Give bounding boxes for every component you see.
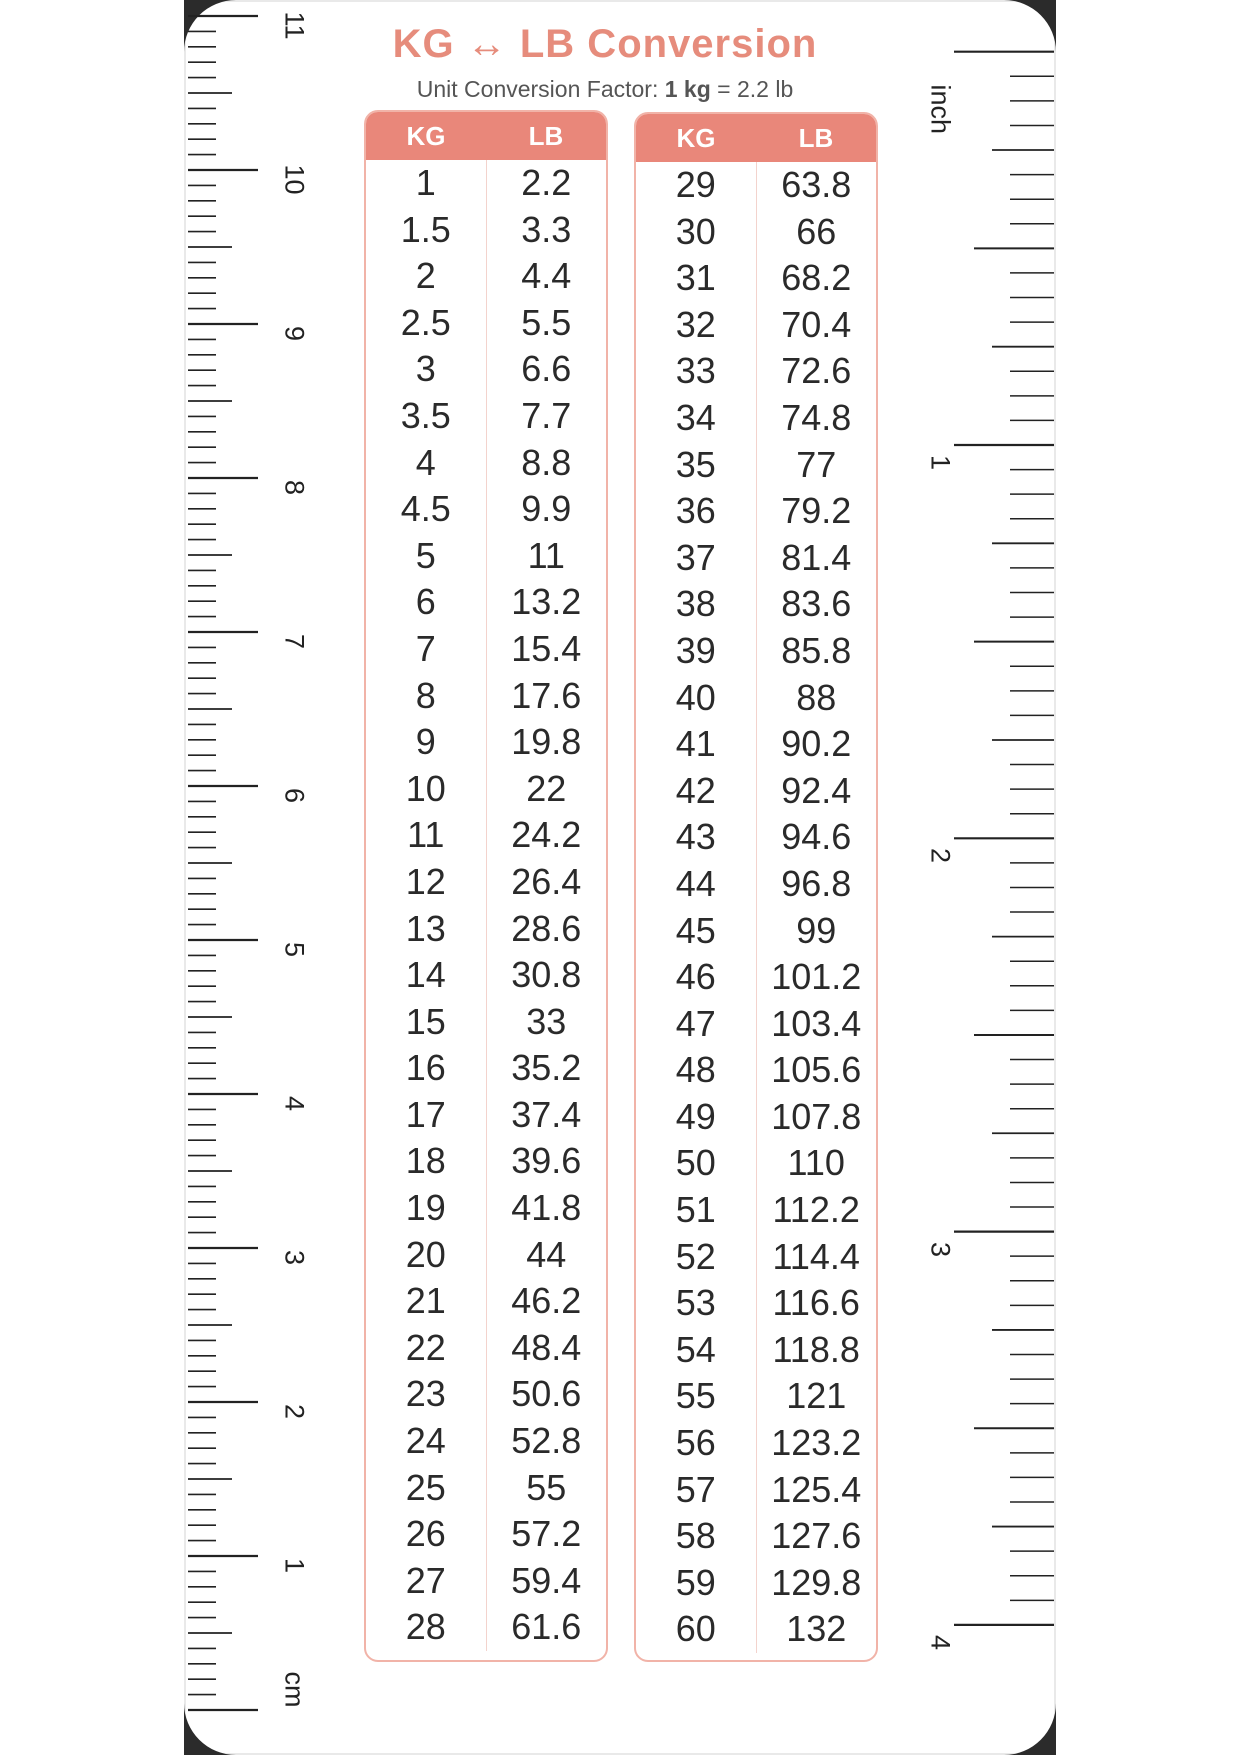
lb-cell: 4.4	[521, 255, 572, 297]
lb-cell: 8.8	[521, 441, 572, 483]
lb-cell: 46.2	[511, 1280, 582, 1322]
lb-cell: 26.4	[511, 860, 582, 902]
cm-number-label: 5	[279, 941, 310, 958]
page-title: KG ↔ LB Conversion	[392, 22, 818, 66]
kg-cell: 20	[405, 1233, 446, 1275]
lb-cell: 19.8	[511, 721, 582, 763]
kg-cell: 5	[415, 534, 436, 576]
kg-cell: 54	[675, 1328, 716, 1370]
kg-cell: 34	[675, 396, 716, 438]
table-header	[636, 114, 876, 162]
lb-cell: 118.8	[772, 1328, 860, 1370]
kg-cell: 51	[675, 1189, 716, 1231]
lb-cell: 88	[796, 676, 837, 718]
lb-cell: 35.2	[511, 1047, 582, 1089]
lb-cell: 121	[786, 1375, 847, 1417]
kg-cell: 18	[405, 1140, 446, 1182]
kg-cell: 25	[405, 1466, 446, 1508]
kg-cell: 21	[405, 1280, 446, 1322]
lb-cell: 105.6	[771, 1049, 862, 1091]
kg-cell: 4	[415, 441, 436, 483]
kg-column	[636, 162, 757, 1653]
kg-cell: 15	[405, 1000, 446, 1042]
lb-cell: 63.8	[781, 164, 852, 205]
kg-cell: 24	[405, 1420, 446, 1462]
lb-cell: 6.6	[521, 348, 572, 390]
lb-cell: 48.4	[511, 1326, 582, 1368]
header-lb: LB	[528, 121, 564, 151]
lb-cell: 52.8	[511, 1420, 582, 1462]
table-body	[366, 160, 606, 1651]
cm-number-label: 9	[279, 325, 310, 342]
kg-cell: 9	[415, 721, 436, 763]
cm-unit-label: cm	[279, 1671, 310, 1708]
lb-cell: 17.6	[511, 674, 582, 716]
lb-cell: 61.6	[511, 1606, 582, 1648]
kg-cell: 36	[675, 490, 716, 532]
lb-cell: 28.6	[511, 907, 582, 949]
lb-cell: 41.8	[511, 1187, 582, 1229]
cm-number-label: 1	[279, 1557, 310, 1574]
lb-cell: 66	[796, 210, 837, 252]
conversion-factor	[330, 76, 880, 103]
kg-cell: 57	[675, 1468, 716, 1510]
kg-cell: 41	[675, 723, 716, 765]
inch-number-label: 1	[925, 454, 956, 471]
lb-cell: 129.8	[771, 1561, 862, 1603]
lb-cell: 74.8	[781, 396, 852, 438]
lb-cell: 107.8	[771, 1095, 862, 1137]
kg-cell: 39	[675, 629, 716, 671]
kg-cell: 55	[675, 1375, 716, 1417]
kg-cell: 3	[415, 348, 436, 390]
inch-number-label: 3	[925, 1241, 956, 1257]
lb-cell: 94.6	[781, 816, 852, 858]
kg-cell: 40	[675, 676, 716, 718]
lb-cell: 5.5	[521, 301, 572, 343]
cm-number-label: 7	[279, 633, 310, 650]
conversion-table-1	[364, 110, 608, 1662]
kg-cell: 44	[675, 862, 716, 904]
cm-number-label: 3	[279, 1249, 310, 1266]
lb-cell: 123.2	[771, 1422, 862, 1464]
cm-ruler	[188, 0, 288, 1755]
kg-cell: 43	[675, 816, 716, 858]
lb-cell: 72.6	[781, 350, 852, 392]
kg-cell: 13	[405, 907, 446, 949]
kg-cell: 27	[405, 1559, 446, 1601]
kg-cell: 4.5	[400, 488, 451, 530]
lb-cell: 99	[796, 909, 837, 951]
kg-cell: 2.5	[400, 301, 451, 343]
kg-cell: 31	[675, 257, 716, 299]
lb-cell: 15.4	[511, 627, 582, 669]
kg-cell: 8	[415, 674, 436, 716]
lb-cell: 44	[526, 1233, 567, 1275]
kg-cell: 6	[415, 581, 436, 623]
lb-cell: 13.2	[511, 581, 582, 623]
kg-cell: 1	[415, 162, 436, 203]
kg-cell: 26	[405, 1513, 446, 1555]
kg-cell: 52	[675, 1235, 716, 1277]
kg-cell: 7	[415, 627, 436, 669]
lb-cell: 50.6	[511, 1373, 582, 1415]
lb-cell: 116.6	[772, 1282, 860, 1324]
lb-cell: 7.7	[521, 394, 572, 436]
lb-cell: 22	[526, 767, 567, 809]
kg-cell: 33	[675, 350, 716, 392]
lb-cell: 3.3	[521, 208, 572, 250]
lb-cell: 24.2	[511, 814, 582, 856]
kg-cell: 59	[675, 1561, 716, 1603]
cm-number-label: 11	[279, 11, 310, 40]
kg-cell: 12	[405, 860, 446, 902]
lb-cell: 77	[796, 443, 837, 485]
inch-unit-label: inch	[925, 84, 956, 135]
lb-cell: 81.4	[781, 536, 852, 578]
kg-cell: 3.5	[400, 394, 451, 436]
kg-column	[366, 160, 487, 1651]
lb-cell: 103.4	[771, 1002, 862, 1044]
kg-cell: 11	[407, 814, 445, 856]
kg-cell: 56	[675, 1422, 716, 1464]
kg-cell: 49	[675, 1095, 716, 1137]
lb-cell: 96.8	[781, 862, 852, 904]
kg-cell: 30	[675, 210, 716, 252]
lb-cell: 68.2	[781, 257, 852, 299]
lb-cell: 37.4	[511, 1093, 582, 1135]
lb-cell: 90.2	[781, 723, 852, 765]
kg-cell: 48	[675, 1049, 716, 1091]
lb-cell: 70.4	[781, 303, 852, 345]
inch-number-label: 4	[925, 1634, 956, 1650]
lb-cell: 57.2	[511, 1513, 582, 1555]
inch-ruler	[944, 0, 1054, 1755]
lb-cell: 79.2	[781, 490, 852, 532]
kg-cell: 32	[675, 303, 716, 345]
lb-cell: 125.4	[771, 1468, 862, 1510]
kg-cell: 28	[405, 1606, 446, 1648]
cm-number-label: 4	[279, 1095, 310, 1112]
lb-column	[487, 160, 607, 1651]
ruler-card	[184, 0, 1056, 1755]
kg-cell: 10	[405, 767, 446, 809]
kg-cell: 29	[675, 164, 716, 205]
kg-cell: 50	[675, 1142, 716, 1184]
lb-cell: 110	[787, 1142, 845, 1184]
kg-cell: 22	[405, 1326, 446, 1368]
cm-number-label: 6	[279, 787, 310, 804]
lb-cell: 101.2	[771, 956, 862, 998]
header-kg: KG	[676, 123, 716, 153]
lb-cell: 30.8	[511, 954, 582, 996]
kg-cell: 1.5	[400, 208, 451, 250]
subtitle-prefix: Unit Conversion Factor:	[416, 76, 665, 102]
lb-cell: 114.4	[772, 1235, 860, 1277]
kg-cell: 42	[675, 769, 716, 811]
header-kg: KG	[406, 121, 446, 151]
cm-number-label: 10	[279, 164, 310, 195]
lb-cell: 55	[526, 1466, 567, 1508]
kg-cell: 60	[675, 1608, 716, 1650]
subtitle-kg: 1 kg	[664, 76, 711, 102]
kg-cell: 17	[405, 1093, 446, 1135]
kg-cell: 16	[405, 1047, 446, 1089]
header-lb: LB	[798, 123, 834, 153]
kg-cell: 23	[405, 1373, 446, 1415]
kg-cell: 58	[675, 1515, 716, 1557]
kg-cell: 46	[675, 956, 716, 998]
lb-cell: 92.4	[781, 769, 852, 811]
lb-cell: 112.2	[772, 1189, 860, 1231]
lb-cell: 33	[526, 1000, 567, 1042]
kg-cell: 45	[675, 909, 716, 951]
conversion-table-2	[634, 112, 878, 1662]
lb-cell: 59.4	[511, 1559, 582, 1601]
kg-cell: 19	[405, 1187, 446, 1229]
lb-cell: 85.8	[781, 629, 852, 671]
lb-cell: 11	[527, 534, 565, 576]
lb-cell: 132	[786, 1608, 847, 1650]
lb-cell: 9.9	[521, 488, 572, 530]
lb-cell: 83.6	[781, 583, 852, 625]
lb-cell: 127.6	[771, 1515, 862, 1557]
kg-cell: 47	[675, 1002, 716, 1044]
kg-cell: 37	[675, 536, 716, 578]
table-body	[636, 162, 876, 1653]
kg-cell: 38	[675, 583, 716, 625]
kg-cell: 53	[675, 1282, 716, 1324]
subtitle-suffix: = 2.2 lb	[710, 76, 794, 102]
inch-number-label: 2	[925, 848, 956, 864]
lb-column	[757, 162, 877, 1653]
lb-cell: 39.6	[511, 1140, 582, 1182]
kg-cell: 35	[675, 443, 716, 485]
kg-cell: 14	[405, 954, 446, 996]
cm-number-label: 2	[279, 1403, 310, 1420]
cm-number-label: 8	[279, 479, 310, 496]
kg-cell: 2	[415, 255, 436, 297]
table-header	[366, 112, 606, 160]
lb-cell: 2.2	[521, 162, 572, 203]
